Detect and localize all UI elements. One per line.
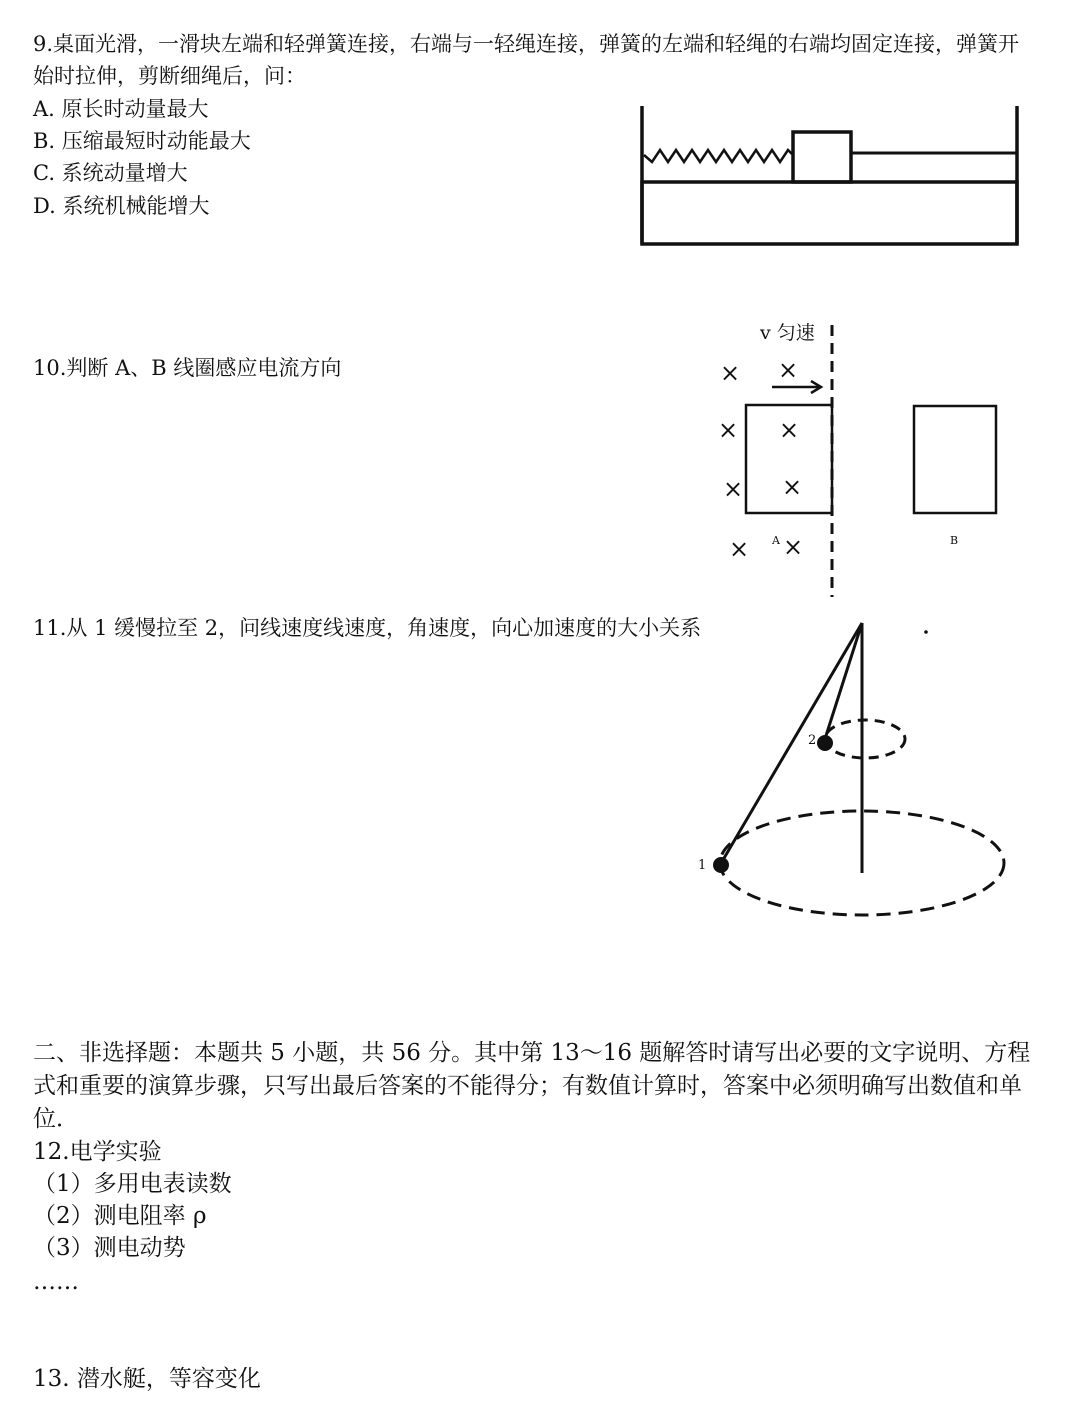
q12-item-1: （1）多用电表读数 — [33, 1171, 232, 1197]
ball-2 — [817, 735, 833, 751]
spring — [644, 150, 793, 162]
field-cross: × — [717, 416, 739, 444]
q10-stem: 10.判断 A、B 线圈感应电流方向 — [33, 356, 342, 380]
field-cross: × — [781, 473, 803, 501]
slider-block — [793, 132, 851, 182]
coil-b-label: B — [950, 534, 959, 547]
coil-a-label: A — [772, 534, 780, 547]
q9-option-a: A. 原长时动量最大 — [33, 97, 209, 121]
q9-stem-line2: 始时拉伸，剪断细绳后，问： — [33, 64, 306, 88]
q13-title: 13. 潜水艇，等容变化 — [33, 1366, 261, 1392]
velocity-label: v 匀速 — [760, 322, 815, 344]
orbit-2 — [825, 720, 905, 758]
section2-heading: 二、非选择题：本题共 5 小题，共 56 分。其中第 13～16 题解答时请写出必要的文字说明、方程式和重要的演算步骤，只写出最后答案的不能得分；有数值计算时，答案中必须明确写出数值和单位． — [33, 1040, 1031, 1132]
q9-option-b: B. 压缩最短时动能最大 — [33, 129, 251, 153]
q12-ellipsis: …… — [33, 1269, 79, 1295]
table — [642, 182, 1017, 244]
field-cross: × — [719, 359, 741, 387]
q9-stem-line1: 9.桌面光滑，一滑块左端和轻弹簧连接，右端与一轻绳连接，弹簧的左端和轻绳的右端均固定连接，弹簧开 — [33, 32, 1020, 56]
field-cross: × — [722, 475, 744, 503]
q11-stem: 11.从 1 缓慢拉至 2，问线速度线速度，角速度，向心加速度的大小关系 — [33, 616, 702, 640]
q12-item-3: （3）测电动势 — [33, 1235, 186, 1261]
q12-title: 12.电学实验 — [33, 1139, 162, 1165]
point-1-label: 1 — [698, 858, 707, 873]
q9-spring-block-diagram — [630, 100, 1030, 250]
coil-b — [914, 406, 996, 513]
q9-option-c: C. 系统动量增大 — [33, 161, 188, 185]
field-cross: × — [782, 533, 804, 561]
q10-coil-diagram — [700, 315, 1020, 600]
ball-1 — [713, 857, 729, 873]
q11-conical-pendulum-diagram — [690, 615, 1020, 935]
rope — [851, 153, 1017, 182]
stray-dot — [924, 630, 928, 634]
q9-option-d: D. 系统机械能增大 — [33, 194, 210, 218]
field-cross: × — [778, 416, 800, 444]
q12-item-2: （2）测电阻率 ρ — [33, 1203, 207, 1229]
field-cross: × — [777, 356, 799, 384]
field-cross: × — [728, 535, 750, 563]
point-2-label: 2 — [808, 733, 817, 748]
string-to-1 — [720, 623, 862, 865]
